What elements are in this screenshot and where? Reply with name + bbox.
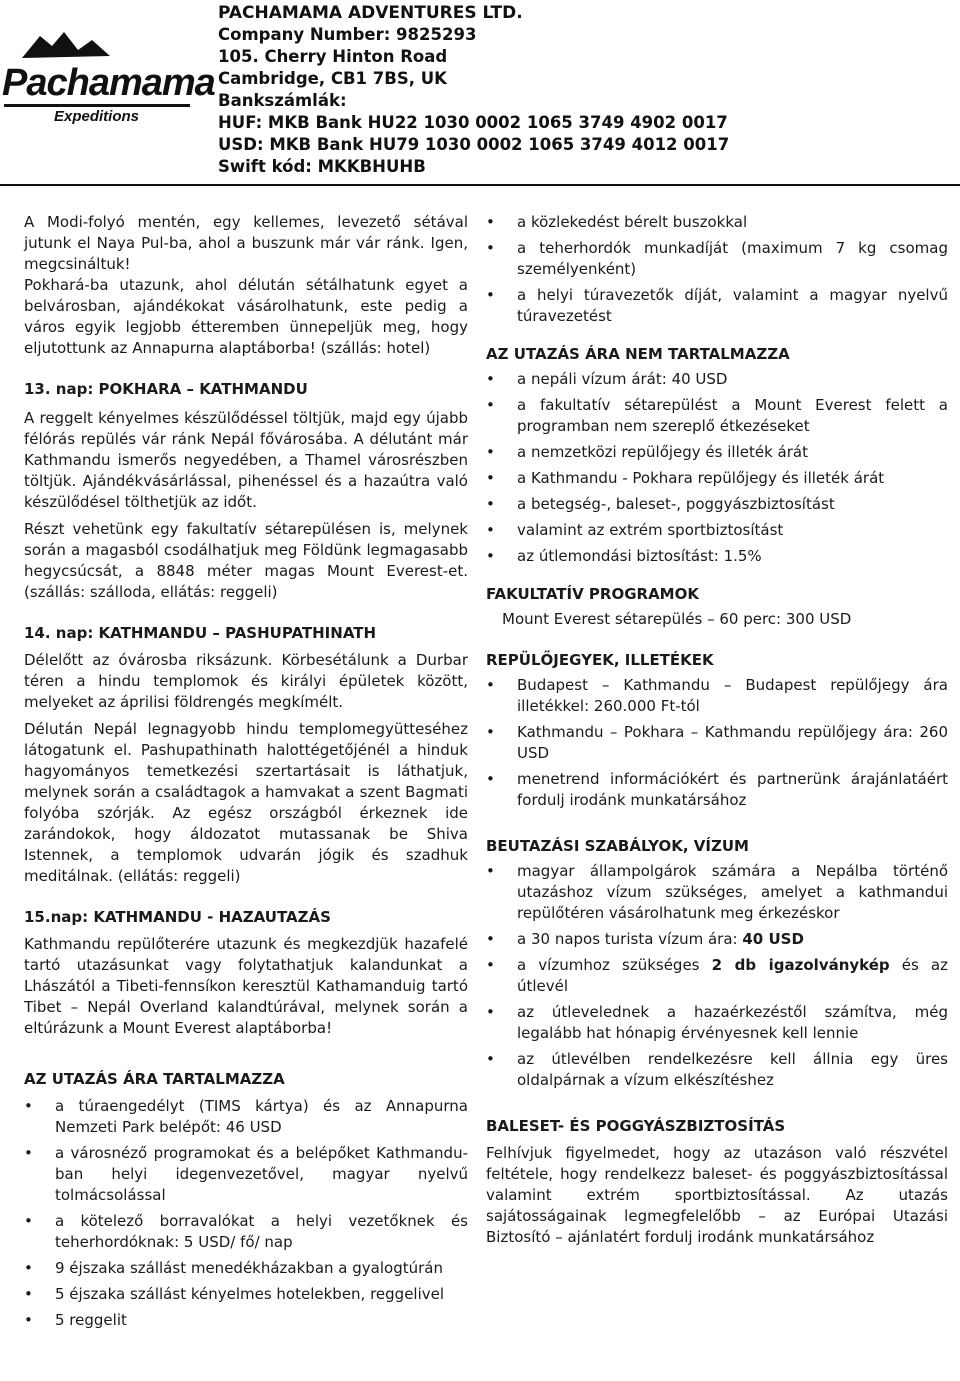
- company-line: Swift kód: MKKBHUHB: [218, 157, 426, 176]
- bullet-icon: •: [486, 495, 495, 513]
- day-14-title: 14. nap: KATHMANDU – PASHUPATHINATH: [24, 624, 377, 642]
- company-line: Cambridge, CB1 7BS, UK: [218, 69, 447, 88]
- list-item: • 5 éjszaka szállást kényelmes hotelekben, reggelivel: [24, 1285, 445, 1303]
- list-item: • a kötelező borravalókat a helyi vezetőknek és teherhordóknak: 5 USD/ fő/ nap: [24, 1212, 468, 1251]
- optional-programs-title: FAKULTATÍV PROGRAMOK: [486, 585, 699, 603]
- day-14-paragraph: Délután Nepál legnagyobb hindu templomegyütteséhez látogatunk el. Pashupathinath halottégetőjénél a hinduk hagyományos temetkezési szertartásait is láthatjuk, melynek során a családtagok a hamvakat a szent Bagmati folyóba szórják. Az egész országból érkeznek ide zarándokok, hogy áldozatot mutassanak be Shiva Istennek, a templomok udvarán jógik és szadhuk meditálnak. (ellátás: reggeli): [24, 720, 468, 885]
- bullet-icon: •: [24, 1144, 33, 1162]
- logo-sub-text: Expeditions: [54, 108, 140, 125]
- list-item: • a fakultatív sétarepülést a Mount Everest felett a programban nem szereplő étkezéseket: [486, 396, 948, 435]
- excluded-list: [486, 369, 948, 567]
- flights-list: [486, 675, 948, 811]
- day-13-title: 13. nap: POKHARA – KATHMANDU: [24, 380, 308, 398]
- list-item: • valamint az extrém sportbiztosítást: [486, 521, 784, 539]
- bullet-icon: •: [486, 213, 495, 231]
- right-column: [486, 212, 948, 1248]
- letterhead: [0, 0, 960, 184]
- company-line: Company Number: 9825293: [218, 25, 477, 44]
- bullet-icon: •: [24, 1311, 33, 1329]
- bullet-icon: •: [486, 1003, 495, 1021]
- company-name: PACHAMAMA ADVENTURES LTD.: [218, 3, 523, 23]
- list-item: • Kathmandu – Pokhara – Kathmandu repülőjegy ára: 260 USD: [486, 723, 948, 762]
- intro-paragraph: A Modi-folyó mentén, egy kellemes, levezető sétával jutunk el Naya Pul-ba, ahol a buszunk már vár ránk. Igen, megcsináltuk!: [24, 213, 468, 273]
- logo-main-text: Pachamama: [2, 62, 215, 104]
- bullet-icon: •: [486, 239, 495, 257]
- list-item: • a Kathmandu - Pokhara repülőjegy és illeték árát: [486, 469, 885, 487]
- bullet-icon: •: [486, 930, 495, 948]
- company-line: Bankszámlák:: [218, 91, 347, 110]
- list-item: • a helyi túravezetők díját, valamint a magyar nyelvű túravezetést: [486, 286, 948, 325]
- bullet-icon: •: [486, 286, 495, 304]
- list-item: • a vízumhoz szükséges 2 db igazolványkép és az útlevél: [486, 956, 948, 995]
- included-title: AZ UTAZÁS ÁRA TARTALMAZZA: [24, 1070, 285, 1088]
- list-item: • a városnéző programokat és a belépőket Kathmandu-ban helyi idegenvezetővel, magyar nyelvű tolmácsolással: [24, 1144, 468, 1204]
- bullet-icon: •: [486, 547, 495, 565]
- optional-program-text: Mount Everest sétarepülés – 60 perc: 300 USD: [502, 610, 852, 628]
- list-item: • a 30 napos turista vízum ára: 40 USD: [486, 930, 804, 948]
- company-line: USD: MKB Bank HU79 1030 0002 1065 3749 4012 0017: [218, 135, 730, 154]
- list-item: • 5 reggelit: [24, 1311, 127, 1329]
- bullet-icon: •: [486, 862, 495, 880]
- list-item: • menetrend információkért és partnerünk árajánlatáért fordulj irodánk munkatársához: [486, 770, 948, 809]
- list-item: • az útlemondási biztosítást: 1.5%: [486, 547, 762, 565]
- bullet-icon: •: [486, 770, 495, 788]
- bullet-icon: •: [486, 1050, 495, 1068]
- list-item: • az útlevélben rendelkezésre kell állnia egy üres oldalpárnak a vízum elkészítéshez: [486, 1050, 948, 1089]
- flights-title: REPÜLŐJEGYEK, ILLETÉKEK: [486, 651, 714, 669]
- list-item: • a betegség-, baleset-, poggyászbiztosítást: [486, 495, 835, 513]
- bullet-icon: •: [486, 469, 495, 487]
- bullet-icon: •: [486, 676, 495, 694]
- company-line: 105. Cherry Hinton Road: [218, 47, 448, 66]
- list-item: • magyar állampolgárok számára a Nepálba történő utazáshoz vízum szükséges, amelyet a kathmandui repülőtéren vásárolhatunk meg érkezéskor: [486, 862, 948, 922]
- insurance-paragraph: Felhívjuk figyelmedet, hogy az utazáson való részvétel feltétele, hogy rendelkezz baleset- és poggyászbiztosítással valamint extrém sportbiztosítással. Az utazás sajátosságainak legmegfelelőbb – az Európai Utazási Biztosító – ajánlatért fordulj irodánk munkatársához: [486, 1144, 948, 1246]
- header-divider: [0, 184, 960, 186]
- list-item: • a nepáli vízum árát: 40 USD: [486, 370, 728, 388]
- bullet-icon: •: [24, 1097, 33, 1115]
- day-13-paragraph: Részt vehetünk egy fakultatív sétarepülésen is, melynek során a magasból csodálhatjuk meg Földünk legmagasabb hegycsúcsát, a 8848 méter magas Mount Everest-et. (szállás: szálloda, ellátás: reggeli): [24, 520, 468, 601]
- bullet-icon: •: [486, 370, 495, 388]
- included-list: [24, 1096, 468, 1331]
- list-item: • a túraengedélyt (TIMS kártya) és az Annapurna Nemzeti Park belépőt: 46 USD: [24, 1097, 468, 1136]
- intro-paragraph: Pokhará-ba utazunk, ahol délután sétálhatunk egyet a belvárosban, ajándékokat vásárolhatunk, este pedig a város egyik legjobb étteremben ünnepeljük meg, hogy eljutottunk az Annapurna alaptáborba! (szállás: hotel): [24, 276, 468, 357]
- list-item: • a teherhordók munkadíját (maximum 7 kg csomag személyenként): [486, 239, 948, 278]
- list-item: • 9 éjszaka szállást menedékházakban a gyalogtúrán: [24, 1259, 443, 1277]
- excluded-title: AZ UTAZÁS ÁRA NEM TARTALMAZZA: [486, 345, 790, 363]
- day-15-paragraph: Kathmandu repülőterére utazunk és megkezdjük hazafelé tartó utazásunkat vagy folytathatjuk kalandunkat a Lhászától a Tibeti-fennsíkon keresztül Kathamanduig tartó Tibet – Nepál Overland kalandtúrával, melynek során a eltúrázunk a Mount Everest alaptáborba!: [24, 935, 468, 1037]
- company-line: HUF: MKB Bank HU22 1030 0002 1065 3749 4902 0017: [218, 113, 728, 132]
- company-logo: [0, 28, 215, 128]
- bullet-icon: •: [24, 1285, 33, 1303]
- visa-price: 40 USD: [742, 930, 804, 948]
- bullet-icon: •: [486, 443, 495, 461]
- day-15-title: 15.nap: KATHMANDU - HAZAUTAZÁS: [24, 908, 331, 926]
- bullet-icon: •: [486, 956, 495, 974]
- left-column: [24, 212, 468, 1336]
- visa-title: BEUTAZÁSI SZABÁLYOK, VÍZUM: [486, 837, 749, 855]
- photo-requirement: 2 db igazolványkép: [711, 956, 890, 974]
- company-details: [218, 2, 778, 178]
- list-item: • a közlekedést bérelt buszokkal: [486, 213, 748, 231]
- included-list-continued: [486, 212, 948, 327]
- visa-list: [486, 861, 948, 1091]
- list-item: • az útlevelednek a hazaérkezéstől számítva, még legalább hat hónapig érvényesnek kell lennie: [486, 1003, 948, 1042]
- day-13-paragraph: A reggelt kényelmes készülődéssel töltjük, majd egy újabb félórás repülés vár ránk Nepál fővárosába. A délutánt már Kathmandu ismerős negyedében, a Thamel városrészben töltjük. Ajándékvásárlással, pihenéssel és a hazaútra való készülődésel tölthetjük az időt.: [24, 409, 468, 511]
- list-item: • a nemzetközi repülőjegy és illeték árát: [486, 443, 808, 461]
- list-item: • Budapest – Kathmandu – Budapest repülőjegy ára illetékkel: 260.000 Ft-tól: [486, 676, 948, 715]
- bullet-icon: •: [24, 1259, 33, 1277]
- bullet-icon: •: [486, 521, 495, 539]
- insurance-title: BALESET- ÉS POGGYÁSZBIZTOSÍTÁS: [486, 1117, 786, 1135]
- day-14-paragraph: Délelőtt az óvárosba riksázunk. Körbesétálunk a Durbar téren a hindu templomok és királyi épületek között, melyeket az áprilisi földrengés megkímélt.: [24, 651, 468, 711]
- bullet-icon: •: [486, 396, 495, 414]
- bullet-icon: •: [24, 1212, 33, 1230]
- bullet-icon: •: [486, 723, 495, 741]
